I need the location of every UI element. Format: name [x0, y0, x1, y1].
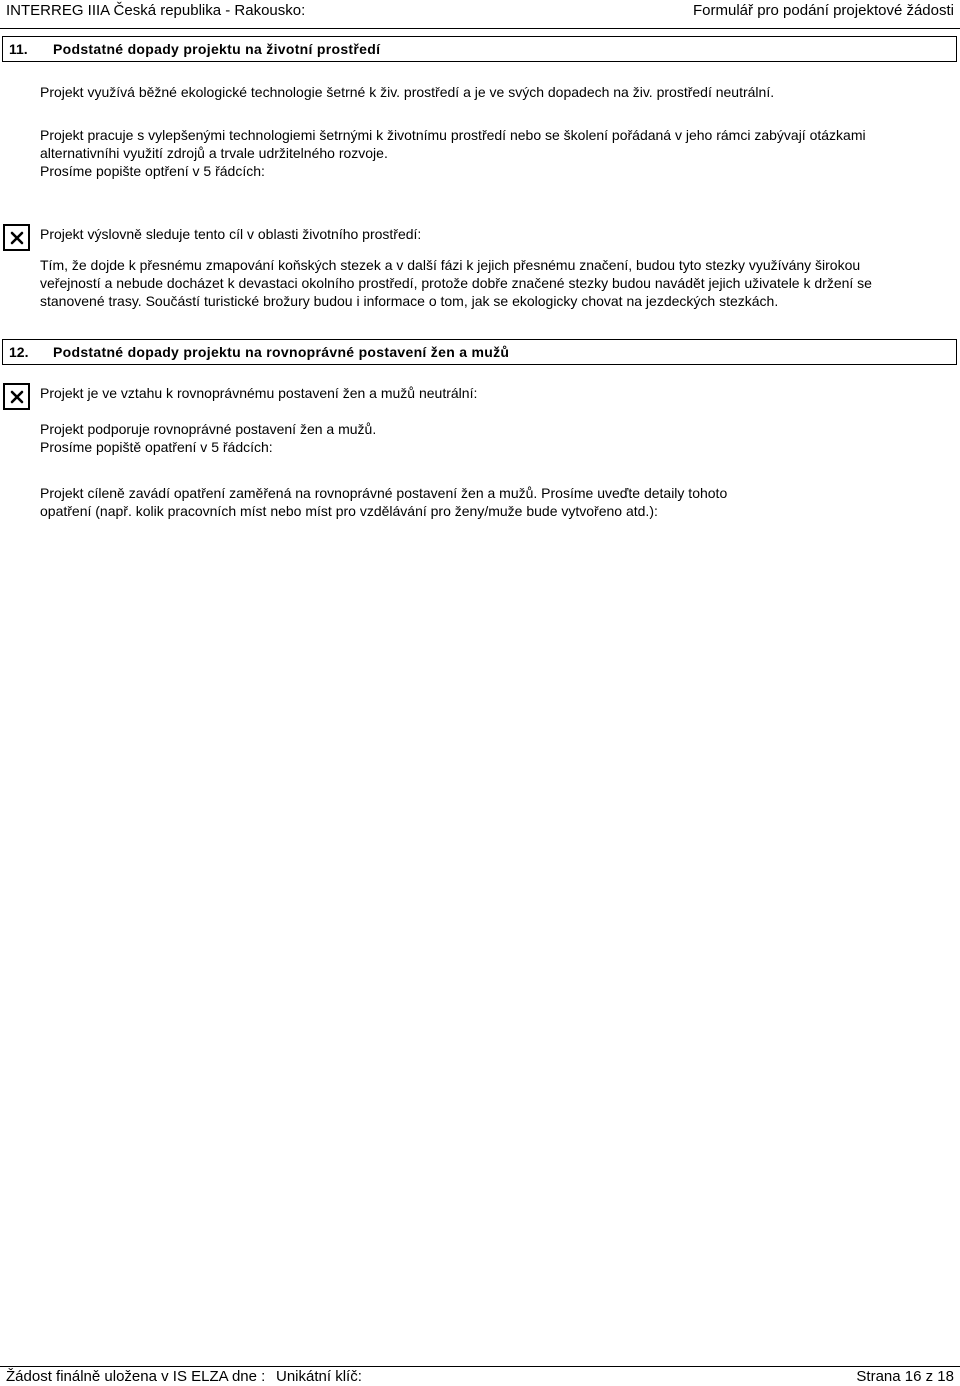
checkmark-x-icon [10, 231, 24, 245]
section-12-number: 12. [9, 344, 29, 360]
section-11-answer-line3: stanovené trasy. Součástí turistické brožury budou i informace o tom, jak se ekologicky chovat na jezdeckých stezkách. [40, 293, 779, 309]
section-11-answer-line2: veřejností a nebude docházet k devastaci okolního prostředí, protože dobře značené stezky budou navádět jejich uživatele k držení se [40, 275, 872, 291]
section-11-answer-line1: Tím, že dojde k přesnému zmapování koňských stezek a v další fázi k jejich přesnému značení, budou tyto stezky využívány širokou [40, 257, 861, 273]
section-12-heading [2, 339, 957, 365]
header-form-title: Formulář pro podání projektové žádosti [693, 2, 954, 19]
footer-divider [0, 1366, 960, 1367]
header-program-title: INTERREG IIIA Česká republika - Rakousko: [6, 2, 306, 19]
section-11-heading [2, 36, 957, 62]
section-12-neutral-checkbox[interactable] [3, 383, 30, 410]
section-11-option-improved-line2: alternativníhi využití zdrojů a trvale udržitelného rozvoje. [40, 145, 388, 161]
footer-saved-label: Žádost finálně uložena v IS ELZA dne : [6, 1368, 266, 1385]
section-12-title: Podstatné dopady projektu na rovnoprávné postavení žen a mužů [53, 344, 510, 360]
footer-page-number: Strana 16 z 18 [856, 1368, 954, 1385]
section-12-option-supports-prompt: Prosíme popiště opatření v 5 řádcích: [40, 439, 273, 455]
section-12-option-targeted-line2: opatření (např. kolik pracovních míst nebo míst pro vzdělávání pro ženy/muže bude vytvořeno atd.): [40, 503, 658, 519]
section-11-option-improved-prompt: Prosíme popište optření v 5 řádcích: [40, 163, 265, 179]
header-divider [0, 28, 960, 29]
section-11-title: Podstatné dopady projektu na životní prostředí [53, 41, 381, 57]
section-11-option-explicit: Projekt výslovně sleduje tento cíl v oblasti životního prostředí: [40, 226, 422, 242]
section-12-option-supports: Projekt podporuje rovnoprávné postavení žen a mužů. [40, 421, 377, 437]
section-11-explicit-checkbox[interactable] [3, 224, 30, 251]
section-12-option-targeted-line1: Projekt cíleně zavádí opatření zaměřená na rovnoprávné postavení žen a mužů. Prosíme uveďte detaily tohoto [40, 485, 728, 501]
checkmark-x-icon [10, 390, 24, 404]
footer-unique-key-label: Unikátní klíč: [276, 1368, 362, 1385]
section-11-option-neutral: Projekt využívá běžné ekologické technologie šetrné k živ. prostředí a je ve svých dopadech na živ. prostředí neutrální. [40, 84, 775, 100]
section-11-number: 11. [9, 41, 28, 57]
section-12-option-neutral: Projekt je ve vztahu k rovnoprávnému postavení žen a mužů neutrální: [40, 385, 478, 401]
section-11-option-improved-line1: Projekt pracuje s vylepšenými technologiemi šetrnými k životnímu prostředí nebo se školení pořádaná v jeho rámci zabývají otázkami [40, 127, 866, 143]
